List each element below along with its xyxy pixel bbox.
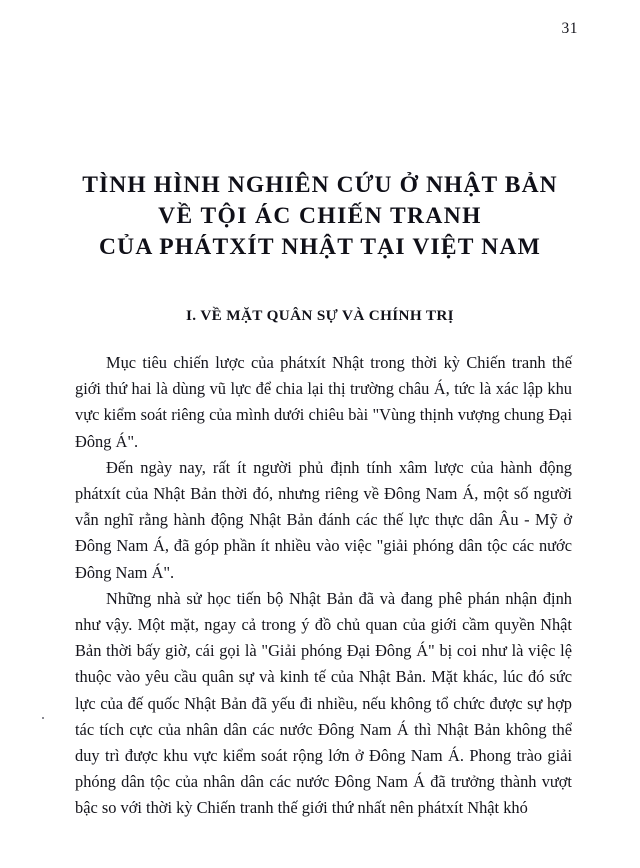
page-title-line-1: TÌNH HÌNH NGHIÊN CỨU Ở NHẬT BẢN — [82, 172, 558, 198]
body-paragraph: Mục tiêu chiến lược của phátxít Nhật trong thời kỳ Chiến tranh thế giới thứ hai là dùng vũ lực để chia lại thị trường châu Á, tức là xác lập khu vực kiểm soát riêng của mình dưới chiêu bài "Vùng thịnh vượng chung Đại Đông Á". — [75, 353, 572, 451]
scan-speck — [42, 717, 44, 719]
section-heading: I. VỀ MẶT QUÂN SỰ VÀ CHÍNH TRỊ — [186, 307, 454, 324]
body-paragraph: Đến ngày nay, rất ít người phủ định tính xâm lược của hành động phátxít của Nhật Bản thời đó, nhưng riêng về Đông Nam Á, một số người vẫn nghĩ rằng hành động Nhật Bản đánh các thế lực thực dân Âu - Mỹ ở Đông Nam Á, đã góp phần ít nhiều vào việc "giải phóng dân tộc các nước Đông Nam Á". — [75, 457, 572, 582]
body-text-column — [75, 350, 572, 822]
page-number: 31 — [561, 20, 578, 37]
body-paragraph: Những nhà sử học tiến bộ Nhật Bản đã và đang phê phán nhận định như vậy. Một mặt, ngay cả trong ý đồ chủ quan của giới cầm quyền Nhật Bản thời bấy giờ, cái gọi là "Giải phóng Đại Đông Á" bị coi như là việc lệ thuộc vào yêu cầu quân sự và kinh tế của Nhật Bản. Mặt khác, lúc đó sức lực của đế quốc Nhật Bản đã yếu đi nhiều, nếu không tổ chức được sự hợp tác tích cực của nhân dân các nước Đông Nam Á thì Nhật Bản không thể duy trì được khu vực kiểm soát rộng lớn ở Đông Nam Á. Phong trào giải phóng dân tộc của nhân dân các nước Đông Nam Á đã trưởng thành vượt bậc so với thời kỳ Chiến tranh thế giới thứ nhất nên phátxít Nhật khó — [75, 588, 572, 818]
page-title — [50, 170, 590, 263]
page-title-line-2: VỀ TỘI ÁC CHIẾN TRANH — [158, 203, 482, 229]
page-title-line-3: CỦA PHÁTXÍT NHẬT TẠI VIỆT NAM — [98, 234, 541, 260]
